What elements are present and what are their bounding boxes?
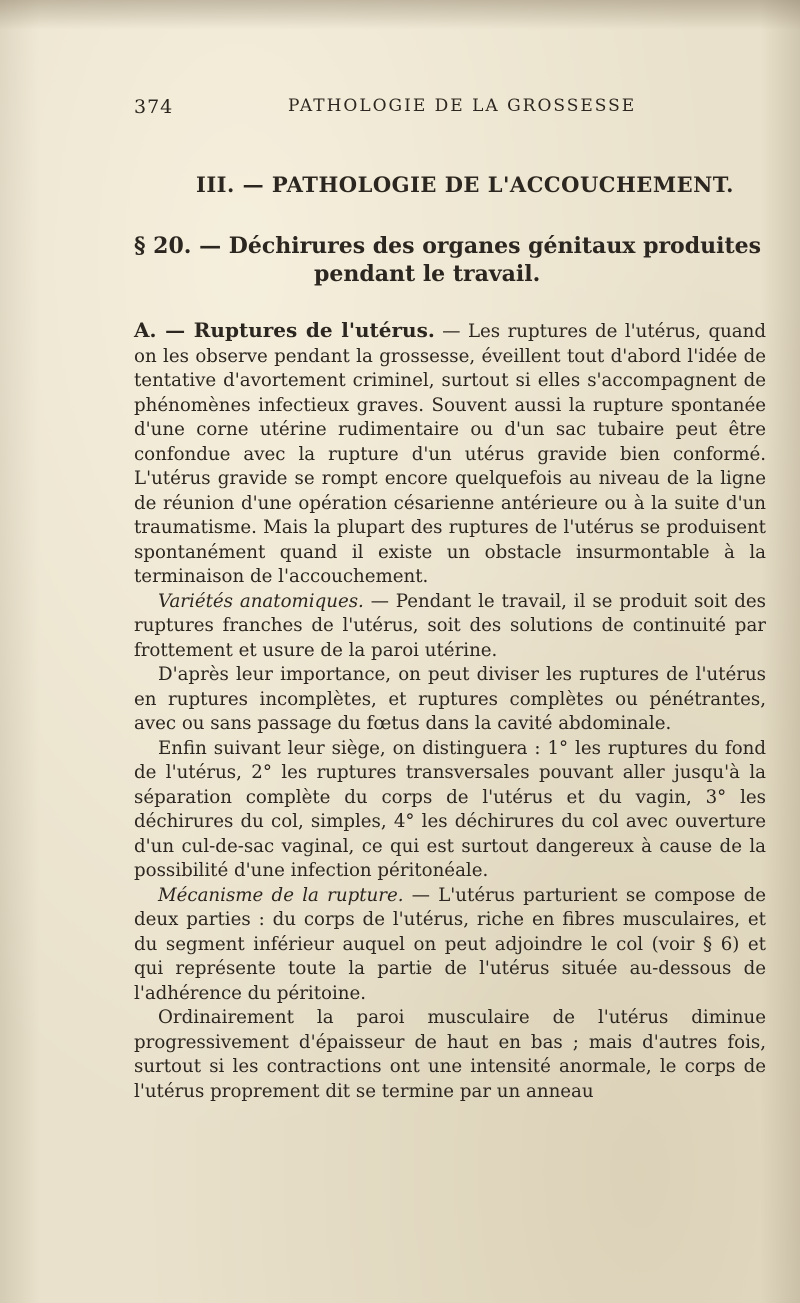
paragraph-ruptures-text: — Les ruptures de l'utérus, quand on les observe pendant la grossesse, éveillent tout d'abord l'idée de tentative d'avortement criminel, surtout si elles s'accompagnent de phénomènes infectieux graves. Souvent aussi la rupture spontanée d'une corne utérine rudimentaire ou d'un sac tubaire peut être confondue avec la rupture d'un utérus gravide bien conformé. L'utérus gravide se rompt encore quelquefois au niveau de la ligne de réunion d'une opération césarienne antérieure ou à la suite d'un traumatisme. Mais la plupart des ruptures de l'utérus se produisent spontanément quand il existe un obstacle insurmontable à la terminaison de l'accouchement.: [134, 321, 767, 587]
page-shadow: [0, 0, 800, 30]
rubric-varietes: Variétés anatomiques.: [158, 590, 364, 612]
body-text: [134, 318, 766, 1104]
paragraph-mecanisme-text: — L'utérus parturient se compose de deux parties : du corps de l'utérus, riche en fibres musculaires, et du segment inférieur auquel on peut adjoindre le col (voir § 6) et qui représente toute la partie de l'utérus située au-dessous de l'adhérence du péritoine.: [134, 884, 766, 1004]
paragraph-varietes: [134, 590, 766, 664]
paragraph-varietes-text: — Pendant le travail, il se produit soit des ruptures franches de l'utérus, soit des solutions de continuité par frottement et usure de la paroi utérine.: [134, 590, 766, 661]
section-title-line1: § 20. — Déchirures des organes génitaux produites: [134, 233, 762, 259]
paragraph-mecanisme: [134, 884, 766, 1007]
section-title-line2: pendant le travail.: [314, 261, 541, 287]
section-title: [134, 232, 774, 288]
rubric-ruptures: A. — Ruptures de l'utérus.: [134, 318, 435, 342]
page-header: [134, 96, 754, 126]
page-number: 374: [134, 96, 174, 118]
paragraph-ruptures: [134, 318, 766, 590]
rubric-mecanisme: Mécanisme de la rupture.: [158, 884, 404, 906]
chapter-title: III. — PATHOLOGIE DE L'ACCOUCHEMENT.: [196, 172, 734, 197]
paragraph-ordinairement: Ordinairement la paroi musculaire de l'utérus diminue progressivement d'épaisseur de haut en bas ; mais d'autres fois, surtout si les contractions ont une intensité anormale, le corps de l'utérus proprement dit se termine par un anneau: [134, 1007, 766, 1102]
running-title: PATHOLOGIE DE LA GROSSESSE: [288, 96, 637, 116]
paragraph-siege: Enfin suivant leur siège, on distinguera : 1° les ruptures du fond de l'utérus, 2° les ruptures transversales pouvant aller jusqu'à la séparation complète du corps de l'utérus et du vagin, 3° les déchirures du col, simples, 4° les déchirures du col avec ouverture d'un cul-de-sac vaginal, ce qui est surtout dangereux à cause de la possibilité d'une infection péritonéale.: [134, 737, 766, 881]
paragraph-importance: D'après leur importance, on peut diviser les ruptures de l'utérus en ruptures incomplètes, et ruptures complètes ou pénétrantes, avec ou sans passage du fœtus dans la cavité abdominale.: [134, 664, 766, 734]
